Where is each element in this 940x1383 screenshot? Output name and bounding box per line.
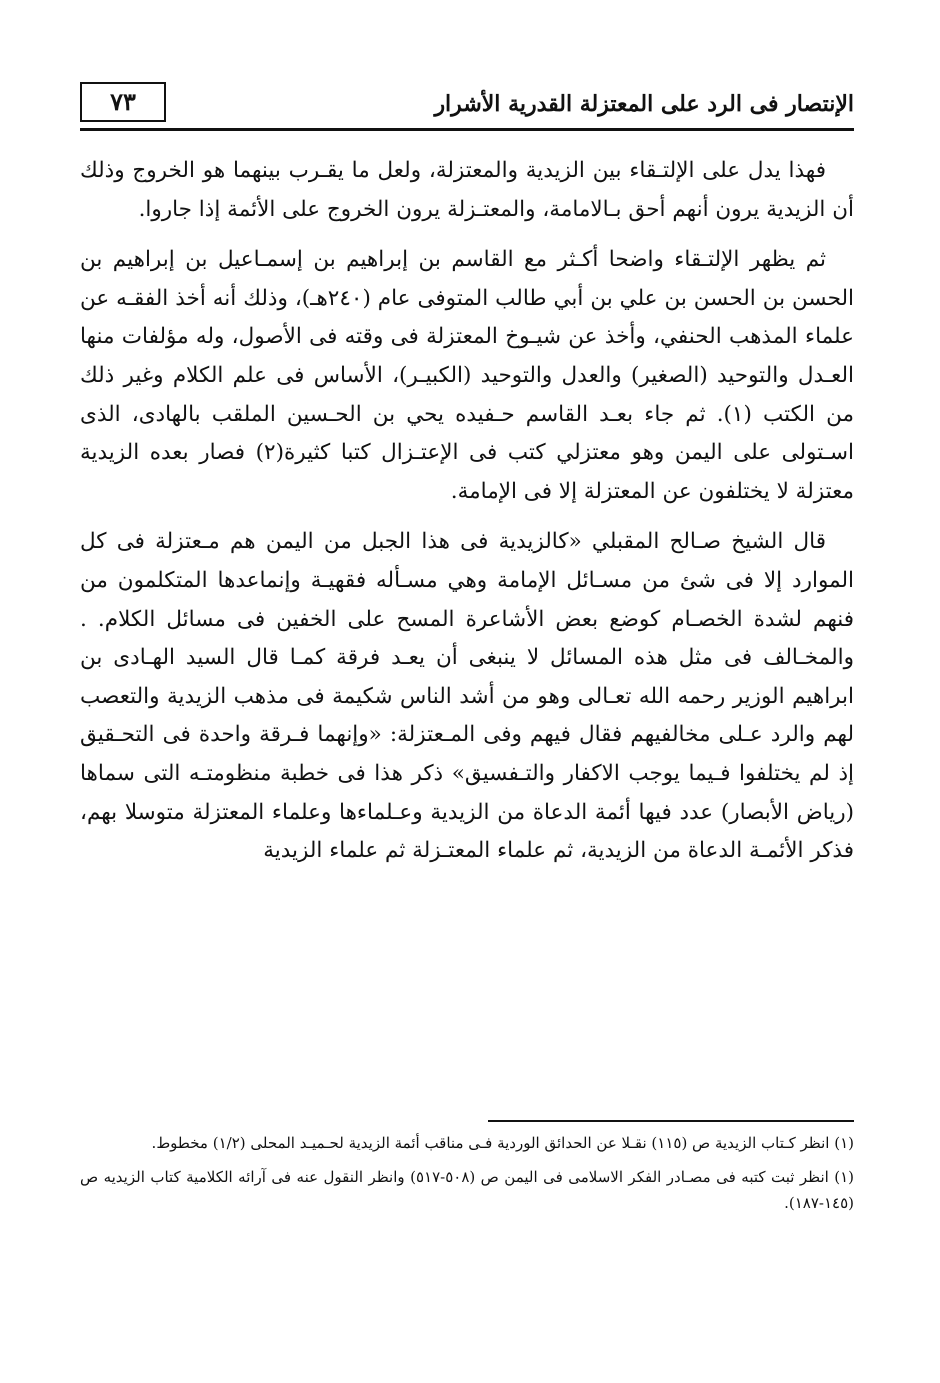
footnote-2: (١) انظر ثبت كتبه فى مصـادر الفكر الاسلامى فى اليمن ص (٥٠٨-٥١٧) وانظر النقول عنه فى آرائه الكلامية كتاب الزيديه ص (١٤٥-١٨٧). — [80, 1168, 855, 1212]
paragraph-3: قال الشيخ صـالح المقبلي «كالزيدية فى هذا الجبل من اليمن هم مـعتزلة فى كل الموارد إلا فى شئ من مسـائل الإمامة وهي مسـأله فقهيـة وإنماعدها المتكلمون من فنهم لشدة الخصـام كوضع بعض الأشاعرة المسح على الخفين فى مسائل الكلام. . والمخـالف فى مثل هذه المسائل لا ينبغى أن يعـد فرقة كمـا قال السيد الهـادى بن ابراهيم الوزير رحمه الله تعـالى وهو من أشد الناس شكيمة فى مذهب الزيدية والتعصب لهم والرد عـلى مخالفيهم فقال فيهم وفى المـعتزلة: «وإنهما فـرقة واحدة فى التحـقيق إذ لم يختلفوا فـيما يوجب الاكفار والتـفسيق» ذكر هذا فى خطبة منظومتـه التى سماها (رياض الأبصار) عدد فيها أئمة الدعاة من الزيدية وعـلماءها وعلماء المعتزلة متوسلا بهم، فذكر الأئمـة الدعاة من الزيدية، ثم علماء المعتـزلة ثم علماء الزيدية — [80, 529, 854, 864]
page-header — [80, 82, 854, 130]
footnotes — [80, 1130, 854, 1224]
footnote-1: (١) انظر كـتاب الزيدية ص (١١٥) نقـلا عن الحدائق الوردية فـى مناقب أئمة الزيدية لحـميـد المحلى (١/٢) مخطوط. — [151, 1134, 854, 1152]
paragraph-2: ثم يظهر الإلتـقاء واضحا أكـثر مع القاسم بن إبراهيم بن إسمـاعيل بن إبراهيم بن الحسن بن الحسن بن علي بن أبي طالب المتوفى عام (٢٤٠هـ)، وذلك أنه أخذ الفقـه عن علماء المذهب الحنفي، وأخذ عن شيـوخ المعتزلة فى وقته فى الأصول، وله مؤلفات منها العـدل والتوحيد (الصغير) والعدل والتوحيد (الكبيـر)، الأساس فى علم الكلام وغير ذلك من الكتب (١). ثم جاء بعـد القاسم حـفيده يحي بن الحـسين الملقب بالهادى، الذى اسـتولى على اليمن وهو معتزلي كتب فى الإعتـزال كتبا كثيرة(٢) فصار بعده الزيدية معتزلة لا يختلفون عن المعتزلة إلا فى الإمامة. — [80, 247, 854, 504]
paragraph-1: فهذا يدل على الإلتـقاء بين الزيدية والمعتزلة، ولعل ما يقـرب بينهما هو الخروج وذلك أن الزيدية يرون أنهم أحق بـالامامة، والمعتـزلة يرون الخروج على الأئمة إذا جاروا. — [80, 158, 854, 222]
running-title: الإنتصار فى الرد على المعتزلة القدرية الأشرار — [434, 91, 854, 117]
body-text — [80, 152, 854, 883]
footnote-rule — [488, 1120, 854, 1122]
header-rule — [80, 128, 854, 131]
page-number: ٧٣ — [80, 82, 166, 122]
